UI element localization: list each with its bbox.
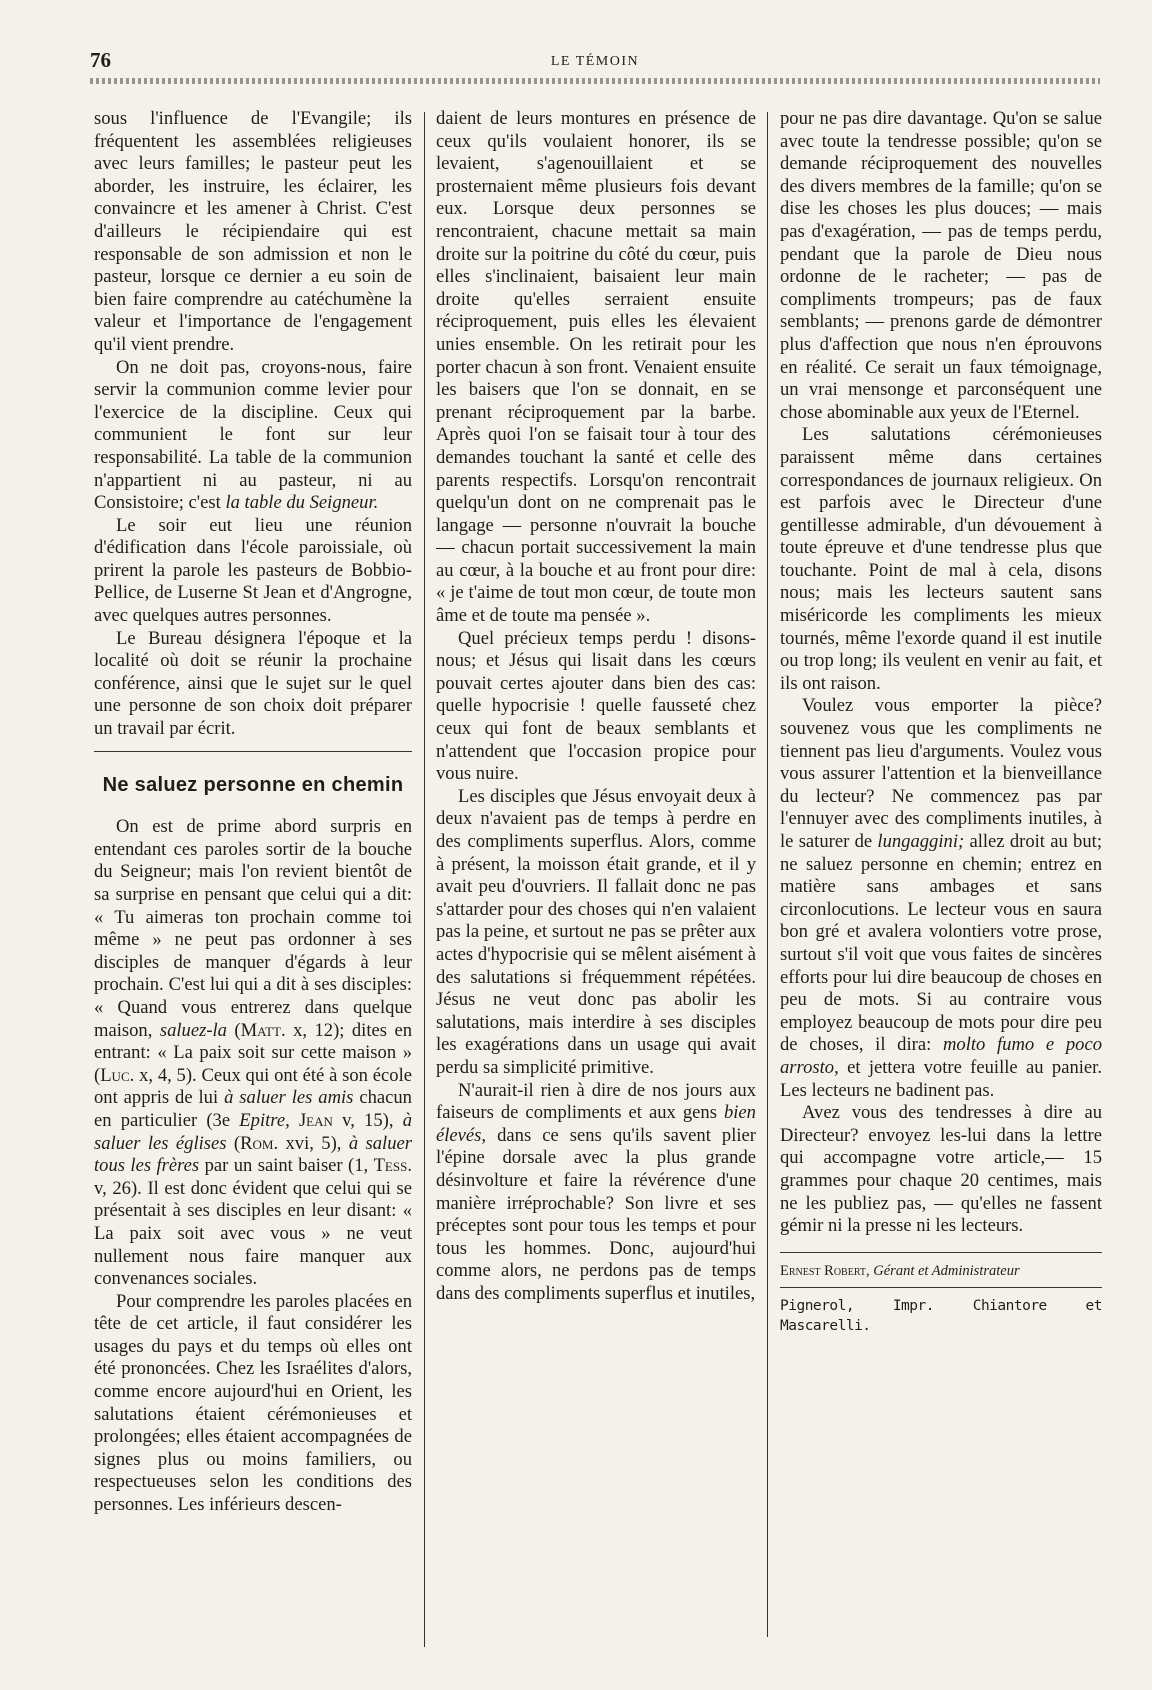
bible-reference: Tess. xyxy=(373,1155,412,1177)
column-1 xyxy=(94,108,412,1648)
paragraph xyxy=(780,695,1102,1102)
column-2 xyxy=(436,108,756,1648)
text: v, 26). Il est donc évident que celui qui se présentait à ses disciples en leur disant: « La paix soit avec vous » ne veut nullement nous faire manquer aux convenances sociales. xyxy=(94,1177,412,1290)
paragraph: Le Bureau désignera l'époque et la localité où doit se réunir la prochaine conférence, ainsi que le sujet sur le quel une personne de son choix doit préparer un travail par écrit. xyxy=(94,627,412,740)
paragraph xyxy=(436,1080,756,1306)
paragraph-text: On ne doit pas, croyons-nous, faire servir la communion comme levier pour l'exercice de la discipline. Ceux qui communient le font sur leur responsabilité. La table de la communion n'appartient ni au pasteur, ni au Consistoire; c'est xyxy=(94,356,412,514)
page-number: 76 xyxy=(90,48,111,72)
text: x, 12); dites en entrant: « La paix soit sur cette maison » ( xyxy=(94,1019,412,1086)
emphasis-text: Epitre, xyxy=(239,1109,290,1131)
printer-imprint: Pignerol, Impr. Chiantore et Mascarelli. xyxy=(780,1297,1102,1334)
text: et jettera votre feuille au panier. Les lecteurs ne badinent pas. xyxy=(780,1056,1102,1101)
text: x, 4, 5). Ceux qui ont été à son école ont appris de lui xyxy=(94,1064,412,1109)
paragraph xyxy=(94,816,412,1290)
text: ( xyxy=(233,1132,241,1154)
paragraph: sous l'influence de l'Evangile; ils fréquentent les assemblées religieuses avec leurs familles; le pasteur peut les aborder, les instruire, les éclairer, les convaincre et les amener à Christ. C'est d'ailleurs le récipiendaire qui est responsable de son admission et non le pasteur, lorsque ce dernier a eu soin de bien faire comprendre au catéchumène la valeur et l'importance de l'engagement qu'il vient prendre. xyxy=(94,108,412,355)
text: Voulez vous emporter la pièce? souvenez vous que les compliments ne tiennent pas lieu d'arguments. Voulez vous vous assurer l'attention et la bienveillance du lecteur? Ne commencez pas par l'ennuyer avec des compliments inutiles, à le saturer de xyxy=(780,695,1102,852)
text: par un saint baiser (1, xyxy=(204,1155,369,1177)
bible-reference: Matt. xyxy=(240,1019,286,1041)
paragraph: Avez vous des tendresses à dire au Directeur? envoyez les-lui dans la lettre qui accompagne votre article,— 15 grammes pour chaque 20 centimes, mais ne les publiez pas, — qu'elles ne fassent gémir ni la presse ni les lecteurs. xyxy=(780,1102,1102,1237)
paragraph: pour ne pas dire davantage. Qu'on se salue avec toute la tendresse possible; qu'on se demande réciproquement des nouvelles des divers membres de la famille; qu'on se dise les choses les plus douces; — mais pas d'exagération, — pas de temps perdu, pendant que la parole de Dieu nous ordonne de le racheter; — pas de compliments trompeurs; pas de faux semblants; — prenons garde de démontrer plus d'affection que nous n'en éprouvons en réalité. Ce serait un faux témoignage, un vrai mensonge et parconséquent une chose abominable aux yeux de l'Eternel. xyxy=(780,108,1102,423)
manager-role: Gérant et Administrateur xyxy=(873,1262,1020,1279)
column-3 xyxy=(780,108,1102,1648)
signature-separator xyxy=(780,1252,1102,1253)
paragraph: Les disciples que Jésus envoyait deux à deux n'avaient pas de temps à perdre en des compliments superflus. Alors, comme à présent, la moisson était grande, et il y avait peu d'ouvriers. Il fallait donc ne pas s'attarder pour des choses qui n'en valaient pas la peine, et surtout ne pas se prêter aux actes d'hypocrisie qui se mêlent aisément à des salutations si fréquemment répétées. Jésus ne veut donc pas abolir les salutations, mais interdire à ses disciples les exagérations dans un usage qui avait perdu sa simplicité primitive. xyxy=(436,785,756,1078)
bible-reference: Luc. xyxy=(100,1064,135,1086)
paragraph: Quel précieux temps perdu ! disons-nous; et Jésus qui lisait dans les cœurs pouvait certes ajouter dans bien des cas: quelle hypocrisie ! quelle fausseté chez ceux qui font de beaux semblants et n'attendent que l'occasion propice pour vous nuire. xyxy=(436,627,756,785)
paragraph: daient de leurs montures en présence de ceux qu'ils voulaient honorer, ils se levaient, s'agenouillaient et se prosternaient même plusieurs fois devant eux. Lorsque deux personnes se rencontraient, chacune mettait sa main droite sur la poitrine du côté du cœur, puis elles s'inclinaient, baisaient leur main droite qu'elles serraient ensuite réciproquement, puis elles les élevaient unies ensemble. On les retirait pour les porter chacun à son front. Venaient ensuite les baisers que l'on se donnait, en se prenant réciproquement par la barbe. Après quoi l'on se faisait tour à tour des demandes touchant la santé et celle des parents respectifs. Lorsqu'on rencontrait quelqu'un dont on ne comprenait pas le langage — personne n'ouvrait la bouche — chacun portait successivement la main au cœur, à la bouche et au front pour dire: « je t'aime de tout mon cœur, de toute mon âme et de toute ma pensée ». xyxy=(436,108,756,627)
article-separator xyxy=(94,751,412,752)
text: N'aurait-il rien à dire de nos jours aux faiseurs de compliments et aux gens xyxy=(436,1079,756,1124)
printer-separator xyxy=(780,1287,1102,1288)
paragraph xyxy=(94,357,412,515)
manager-name: Ernest Robert, xyxy=(780,1262,870,1279)
emphasis-text: saluez-la xyxy=(159,1019,227,1041)
text: chacun en particulier (3e xyxy=(94,1087,412,1131)
text: dans ce sens qu'ils savent plier l'épine dorsale avec la plus grande désinvolture et faire la révérence d'une manière irréprochable? Son livre et ses préceptes sont pour tous les temps et pour tous les hommes. Donc, aujourd'hui comme alors, ne perdons pas de temps dans des compliments superflus et inutiles, xyxy=(436,1124,756,1304)
emphasis-text: à saluer les amis xyxy=(224,1087,354,1109)
paragraph: Les salutations cérémonieuses paraissent même dans certaines correspondances de journaux religieux. On est parfois avec le Directeur d'une gentillesse admirable, d'un dévouement à toute épreuve et d'une tendresse plus que touchante. Point de mal à cela, disons nous; mais les lecteurs sautent sans miséricorde les compliments les mieux tournés, même l'exorde quand il est inutile ou trop long; ils veulent en venir au fait, et ils ont raison. xyxy=(780,424,1102,694)
emphasis-text: bien élevés, xyxy=(436,1102,756,1146)
text: ( xyxy=(234,1019,241,1041)
page-header xyxy=(90,48,1100,78)
text: xvi, 5), xyxy=(285,1132,342,1154)
running-title: LE TÉMOIN xyxy=(550,54,640,69)
column-divider xyxy=(424,112,425,1647)
text: v, 15), xyxy=(342,1109,394,1131)
paragraph: Pour comprendre les paroles placées en tête de cet article, il faut considérer les usages du pays et du temps où elles ont été prononcées. Chez les Israélites d'alors, comme encore aujourd'hui en Orient, les salutations étaient cérémonieuses et prolongées; elles étaient accompagnées de signes plus ou moins familiers, ou respectueuses selon les conditions des personnes. Les inférieurs descen- xyxy=(94,1290,412,1516)
column-divider xyxy=(767,112,768,1637)
bible-reference: Rom. xyxy=(240,1132,279,1154)
text: On est de prime abord surpris en entendant ces paroles sortir de la bouche du Seigneur; mais l'on revient bientôt de sa surprise en pensant que celui qui a dit: « Tu aimeras ton prochain comme toi même » ne peut pas ordonner à ses disciples de manquer d'égards à leur prochain. C'est lui qui a dit à ses disciples: « Quand vous entrerez dans quelque maison, xyxy=(94,816,412,1041)
header-rule xyxy=(90,78,1100,84)
signature xyxy=(780,1261,1102,1281)
text: allez droit au but; ne saluez personne en chemin; entrez en matière sans ambages et sans circonlocutions. Le lecteur vous en saura bon gré et avalera volontiers votre prose, surtout s'il voit que vous faites de sincères efforts pour lui dire beaucoup de choses en peu de mots. Si au contraire vous employez beaucoup de mots pour dire peu de choses, il dira: xyxy=(780,831,1102,1056)
emphasis-text: molto fumo e poco arrosto, xyxy=(780,1034,1102,1078)
emphasis-text: à saluer tous les frères xyxy=(94,1132,412,1177)
emphasis-text: lungaggini; xyxy=(877,831,965,852)
paragraph: Le soir eut lieu une réunion d'édification dans l'école paroissiale, où prirent la parole les pasteurs de Bobbio-Pellice, de Luserne St Jean et d'Angrogne, avec quelques autres personnes. xyxy=(94,514,412,627)
bible-reference: Jean xyxy=(298,1109,333,1131)
emphasis-text: la table du Seigneur. xyxy=(225,492,379,514)
article-heading: Ne saluez personne en chemin xyxy=(102,773,404,796)
emphasis-text: à saluer les églises xyxy=(94,1109,412,1154)
